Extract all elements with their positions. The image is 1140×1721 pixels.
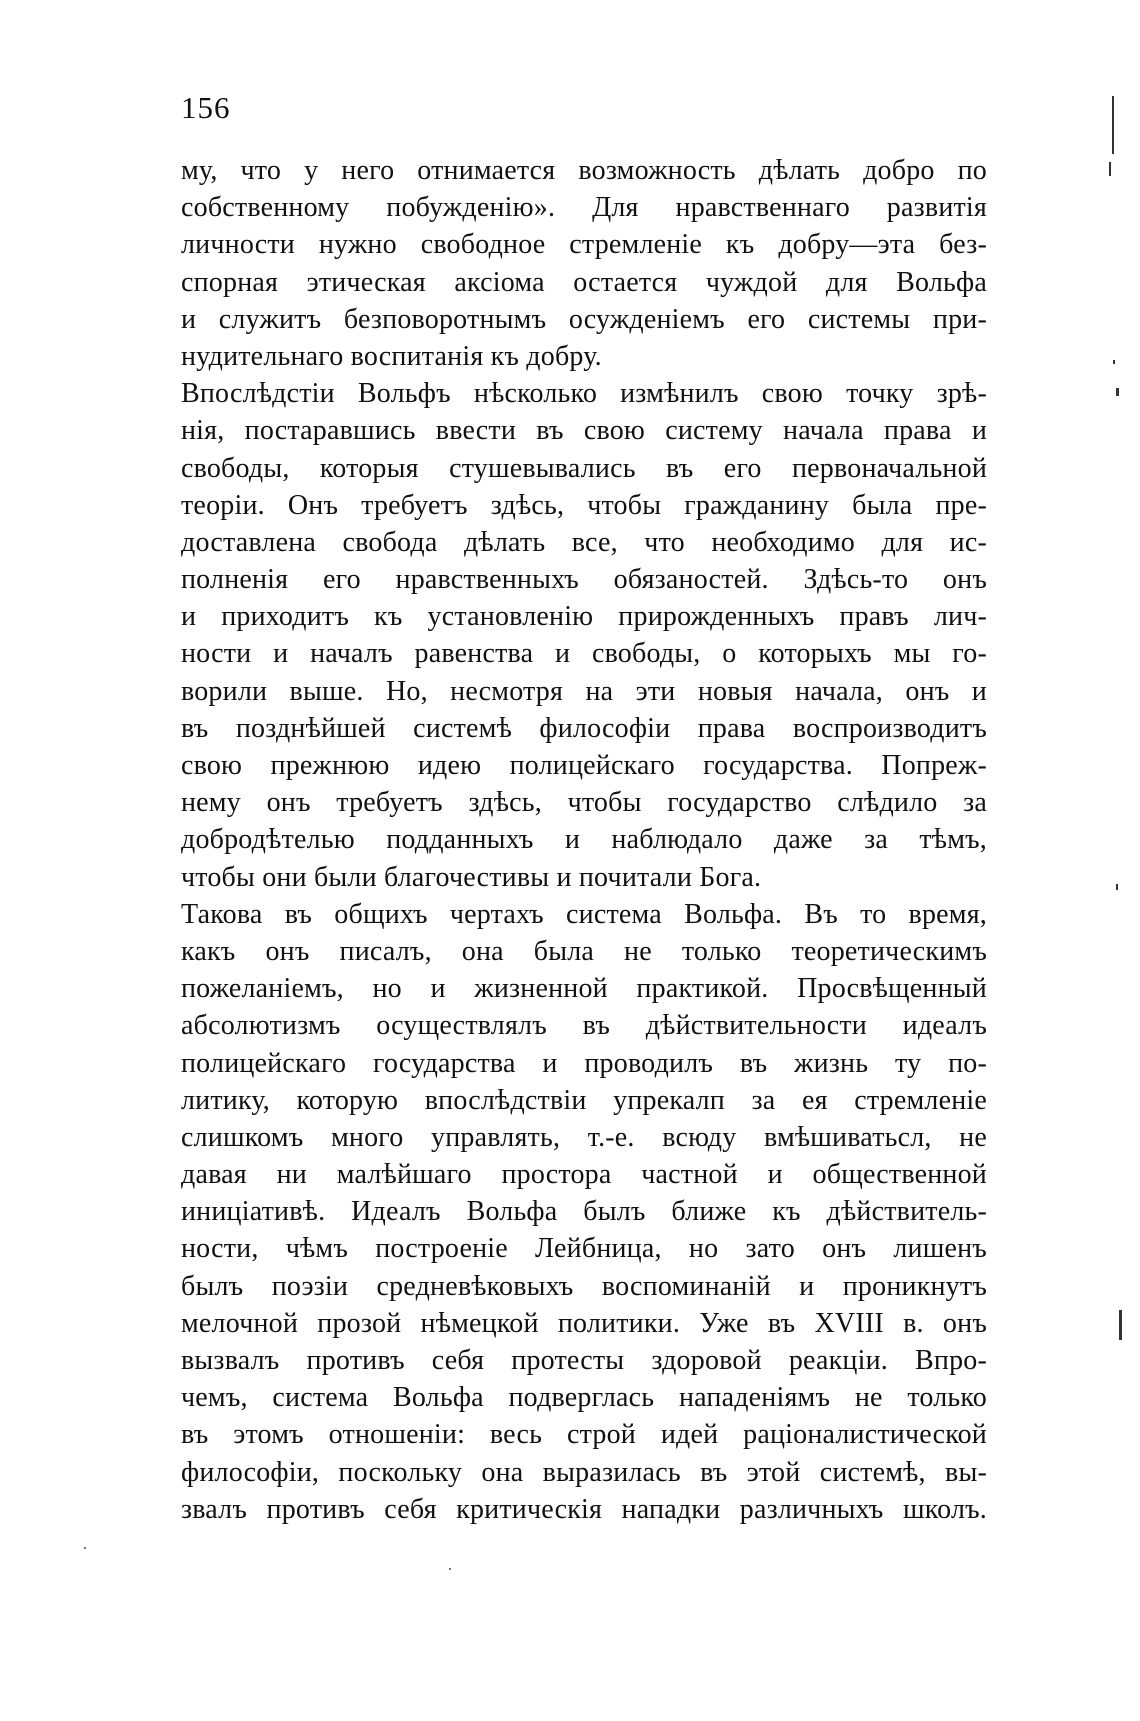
text-line: собственному побужденію». Для нравственнаго развитія [181,192,987,224]
text-line: полицейскаго государства и проводилъ въ жизнь ту по- [181,1047,987,1079]
text-line: иниціативѣ. Идеалъ Вольфа былъ ближе къ дѣйствитель- [181,1196,987,1228]
text-line: и приходитъ къ установленію прирожденныхъ правъ лич- [181,601,987,633]
text-line: и служитъ безповоротнымъ осужденіемъ его системы при- [181,303,987,335]
text-line: пожеланіемъ, но и жизненной практикой. Просвѣщенный [181,973,987,1005]
text-line: нему онъ требуетъ здѣсь, чтобы государство слѣдило за [181,787,987,819]
text-line: былъ поэзіи средневѣковыхъ воспоминаній и проникнутъ [181,1270,987,1302]
text-line: въ позднѣйшей системѣ философіи права воспроизводитъ [181,712,987,744]
text-line: добродѣтелью подданныхъ и наблюдало даже за тѣмъ, [181,824,987,856]
text-line: нудительнаго воспитанія къ добру. [181,340,602,372]
text-line: литику, которую впослѣдствіи упрекалп за ея стремленіе [181,1084,987,1116]
text-line: свою прежнюю идею полицейскаго государства. Попреж- [181,750,987,781]
text-line: нія, постаравшись ввести въ свою систему начала права и [181,415,987,447]
scan-edge-mark [1119,1310,1122,1340]
text-line: спорная этическая аксіома остается чуждой для Вольфа [181,266,987,298]
text-line: мелочной прозой нѣмецкой политики. Уже въ XVIII в. онъ [181,1307,987,1339]
scan-speck [84,1547,86,1549]
scan-edge-mark [1113,360,1115,364]
text-line: ворили выше. Но, несмотря на эти новыя начала, онъ и [181,675,987,707]
text-line: ности и началъ равенства и свободы, о которыхъ мы го- [181,638,987,670]
text-line: му, что у него отнимается возможность дѣлать добро по [181,155,987,186]
text-line: слишкомъ много управлять, т.-е. всюду вмѣшиватьсл, не [181,1121,987,1153]
text-line: доставлена свобода дѣлать все, что необходимо для ис- [181,526,987,558]
scan-edge-mark [1116,884,1118,890]
text-line: Такова въ общихъ чертахъ система Вольфа. Въ то время, [181,898,987,930]
text-line: личности нужно свободное стремленіе къ добру—эта без- [181,229,987,261]
scan-edge-mark [1116,388,1119,396]
scan-speck [449,1568,451,1570]
text-line: звалъ противъ себя критическія нападки различныхъ школъ. [181,1493,987,1525]
text-line: чтобы они были благочестивы и почитали Бога. [181,861,762,893]
text-line: теоріи. Онъ требуетъ здѣсь, чтобы гражданину была пре- [181,489,987,521]
text-line: философіи, поскольку она выразилась въ этой системѣ, вы- [181,1456,987,1488]
text-line: свободы, которыя стушевывались въ его первоначальной [181,452,987,484]
text-line: въ этомъ отношеніи: весь строй идей раціоналистической [181,1419,987,1451]
text-line: Впослѣдстіи Вольфъ нѣсколько измѣнилъ свою точку зрѣ- [181,378,987,410]
text-line: чемъ, система Вольфа подверглась нападеніямъ не только [181,1382,987,1414]
text-line: ности, чѣмъ построеніе Лейбница, но зато онъ лишенъ [181,1233,987,1265]
scan-edge-mark [1109,162,1111,176]
text-line: абсолютизмъ осуществлялъ въ дѣйствительности идеалъ [181,1010,987,1042]
text-line: вызвалъ противъ себя протесты здоровой реакціи. Впро- [181,1345,987,1376]
text-line: полненія его нравственныхъ обязаностей. Здѣсь-то онъ [181,564,987,596]
text-line: какъ онъ писалъ, она была не только теоретическимъ [181,935,987,967]
scan-edge-mark [1112,96,1114,154]
text-line: давая ни малѣйшаго простора частной и общественной [181,1159,987,1191]
body-text [181,152,987,1528]
page-number: 156 [181,90,231,125]
